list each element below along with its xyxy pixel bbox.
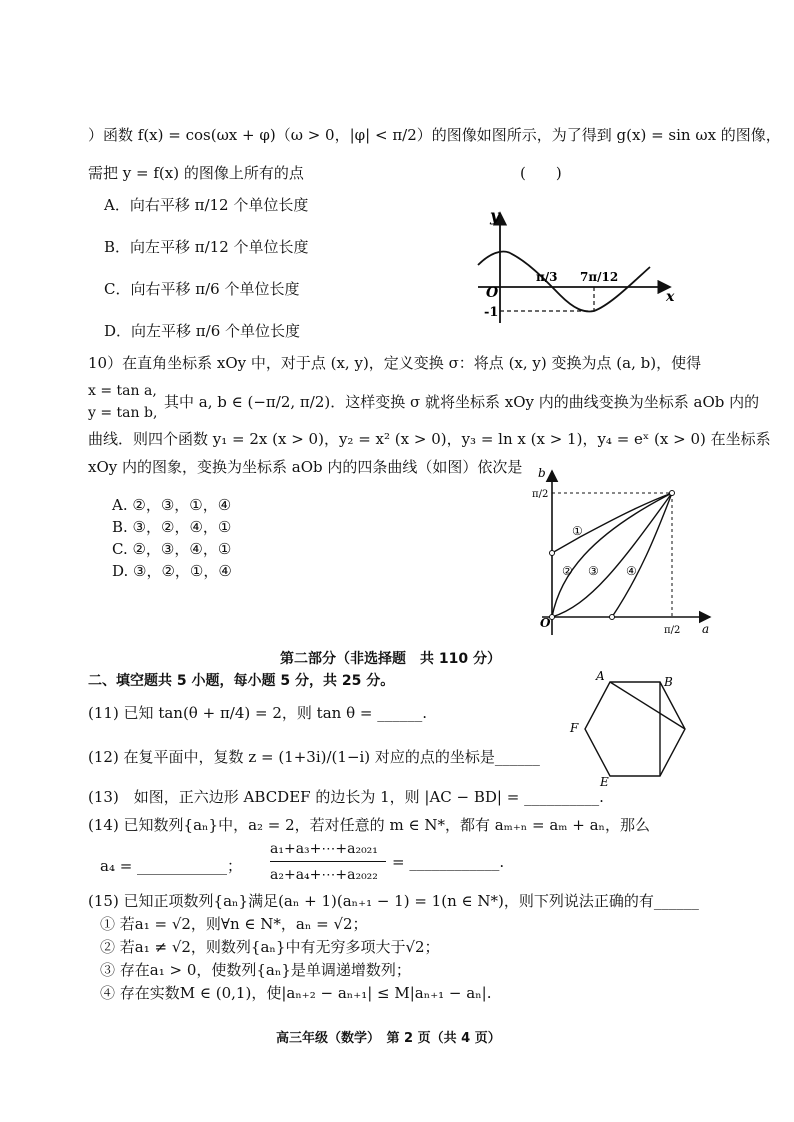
q14-stem: (14) 已知数列{aₙ}中，a₂ = 2，若对任意的 m ∈ N*，都有 aₘ₊ₙ = aₘ + aₙ，那么 [88, 816, 651, 834]
q10-curves-graph [520, 465, 720, 645]
hexagon-outline [585, 682, 685, 776]
q14-a4-blank: a₄ = ____________； [100, 857, 243, 875]
q9-option-a: A．向右平移 π/12 个单位长度 [104, 196, 309, 214]
hexagon-label-e: E [600, 775, 609, 789]
q10-stem-line2: 其中 a, b ∈ (−π/2, π/2)．这样变换 σ 就将坐标系 xOy 内的曲线变换为坐标系 aOb 内的 [164, 393, 760, 411]
q9-stem-line2: 需把 y = f(x) 的图像上所有的点 [88, 164, 304, 182]
q10-option-c: C. ②，③，④，① [112, 540, 232, 558]
q10-point-b-axis [550, 551, 555, 556]
q10-point-top [670, 491, 675, 496]
q10-condition-x: x = tan a, [88, 383, 157, 399]
q10-stem-line3: 曲线．则四个函数 y₁ = 2x (x > 0)，y₂ = x² (x > 0)，y₃ = ln x (x > 1)，y₄ = eˣ (x > 0) 在坐标系 [88, 430, 771, 448]
q9-cosine-curve [478, 252, 650, 312]
q9-tick-pi-3: π/3 [536, 270, 558, 284]
hexagon-label-f: F [570, 721, 579, 735]
q9-option-d: D．向左平移 π/6 个单位长度 [104, 322, 301, 340]
q9-option-c: C．向右平移 π/6 个单位长度 [104, 280, 300, 298]
q15-item-1: ① 若a₁ = √2，则∀n ∈ N*，aₙ = √2； [100, 915, 368, 933]
q10-point-a-axis [610, 615, 615, 620]
q10-curve-label-3: ③ [588, 564, 599, 578]
q10-option-b: B. ③，②，④，① [112, 518, 232, 536]
q9-stem-line1: ）函数 f(x) = cos(ωx + φ)（ω > 0，|φ| < π/2）的图像如图所示，为了得到 g(x) = sin ωx 的图像， [88, 126, 781, 144]
vector-ac [610, 682, 685, 729]
q10-stem-line1: 10）在直角坐标系 xOy 中，对于点 (x, y)，定义变换 σ：将点 (x, y) 变换为点 (a, b)，使得 [88, 354, 702, 372]
q15-item-4: ④ 存在实数M ∈ (0,1)，使|aₙ₊₂ − aₙ₊₁| ≤ M|aₙ₊₁ − aₙ|. [100, 984, 492, 1002]
q15-item-2: ② 若a₁ ≠ √2，则数列{aₙ}中有无穷多项大于√2； [100, 938, 440, 956]
q14-fraction-bar [270, 861, 386, 862]
q10-b-tick-label: π/2 [532, 489, 549, 500]
q14-fraction-result: = ____________. [392, 853, 505, 871]
q10-option-d: D. ③，②，①，④ [112, 562, 232, 580]
page-footer: 高三年级（数学） 第 2 页（共 4 页） [276, 1031, 501, 1046]
q10-curve-2 [552, 493, 672, 617]
q10-b-label: b [538, 466, 546, 480]
q9-tick-7pi-12: 7π/12 [580, 270, 619, 284]
q15-item-3: ③ 存在a₁ > 0，使数列{aₙ}是单调递增数列； [100, 961, 411, 979]
q10-curve-label-4: ④ [626, 564, 637, 578]
q15-stem: (15) 已知正项数列{aₙ}满足(aₙ + 1)(aₙ₊₁ − 1) = 1(n ∈ N*)，则下列说法正确的有______ [88, 892, 699, 910]
q12-text: (12) 在复平面中，复数 z = (1+3i)/(1−i) 对应的点的坐标是______ [88, 748, 540, 766]
q10-curve-3 [552, 493, 672, 617]
q10-a-tick-label: π/2 [664, 625, 681, 636]
q11-text: (11) 已知 tan(θ + π/4) = 2，则 tan θ = ______. [88, 704, 427, 722]
q10-curve-4 [612, 493, 672, 617]
q13-text: (13) 如图，正六边形 ABCDEF 的边长为 1，则 |AC − BD| = __________. [88, 788, 604, 806]
q10-curve-label-2: ② [562, 564, 573, 578]
hexagon-label-a: A [596, 669, 605, 683]
q9-y-label: y [490, 206, 500, 225]
q13-hexagon-figure [570, 669, 700, 790]
fill-in-section-header: 二、填空题共 5 小题，每小题 5 分，共 25 分。 [88, 673, 395, 689]
q9-origin-label: O [486, 285, 499, 301]
hexagon-label-b: B [664, 675, 673, 689]
q10-origin-label: O [540, 616, 551, 630]
q14-fraction-denominator: a₂+a₄+⋯+a₂₀₂₂ [270, 867, 378, 883]
part2-title: 第二部分（非选择题 共 110 分） [280, 651, 501, 667]
q9-x-label: x [666, 289, 675, 305]
q10-condition-y: y = tan b, [88, 405, 158, 421]
q9-answer-bracket: ( ) [520, 164, 562, 182]
q10-a-label: a [702, 622, 710, 636]
q10-curve-label-1: ① [572, 524, 583, 538]
q9-option-b: B．向左平移 π/12 个单位长度 [104, 238, 309, 256]
q9-cosine-graph [470, 205, 680, 330]
q9-min-label: -1 [484, 305, 499, 320]
q10-option-a: A. ②，③，①，④ [112, 496, 232, 514]
q14-fraction-numerator: a₁+a₃+⋯+a₂₀₂₁ [270, 841, 378, 857]
q10-stem-line4: xOy 内的图象，变换为坐标系 aOb 内的四条曲线（如图）依次是 [88, 458, 523, 476]
